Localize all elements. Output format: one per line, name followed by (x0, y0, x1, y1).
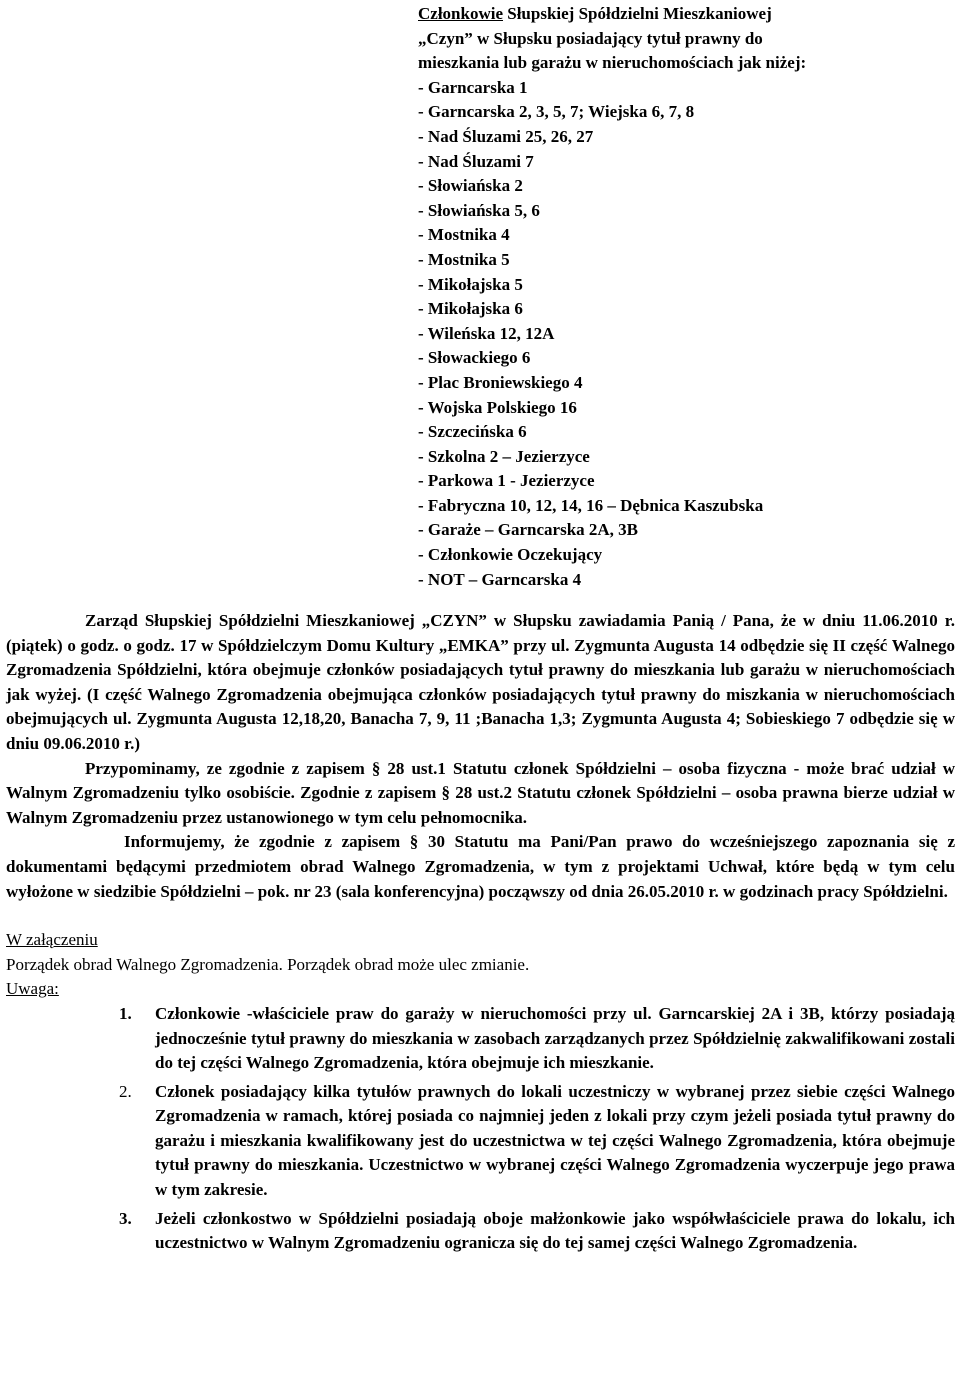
address-item: - Nad Śluzami 25, 26, 27 (418, 126, 594, 146)
address-item: - Fabryczna 10, 12, 14, 16 – Dębnica Kaszubska (418, 495, 764, 515)
address-item: - Plac Broniewskiego 4 (418, 372, 583, 392)
heading-first-word: Członkowie (418, 4, 503, 23)
remark-item (6, 1002, 955, 1076)
address-item: - Słowackiego 6 (418, 348, 531, 368)
heading-line-1: Członkowie Słupskiej Spółdzielni Mieszkaniowej (418, 4, 772, 23)
notice-paragraph-1: Zarząd Słupskiej Spółdzielni Mieszkaniowej „CZYN” w Słupsku zawiadamia Panią / Pana, że w dniu 11.06.2010 r. (piątek) o godz. o godz. 17 w Spółdzielczym Domu Kultury „EMKA” przy ul. Zygmunta Augusta 14 odbędzie się II część Walnego Zgromadzenia Spółdzielni, która obejmuje członków posiadających tytuł prawny do mieszkania lub garażu w nieruchomościach jak wyżej. (I część Walnego Zgromadzenia obejmująca członków posiadających tytuł prawny do miszkania w nieruchomościach obejmujących ul. Zygmunta Augusta 12,18,20, Banacha 7, 9, 11 ;Banacha 1,3; Zygmunta Augusta 4; Sobieskiego 7 odbędzie się w dniu 09.06.2010 r.) (6, 611, 955, 753)
spacer (6, 904, 955, 928)
address-item: - Garncarska 2, 3, 5, 7; Wiejska 6, 7, 8 (418, 102, 695, 122)
remarks-label: Uwaga: (6, 979, 59, 999)
address-item: - Parkowa 1 - Jezierzyce (418, 471, 595, 491)
remarks-list (6, 1002, 955, 1256)
notice-body (6, 609, 955, 1256)
address-item: - Nad Śluzami 7 (418, 151, 534, 171)
remark-item (6, 1207, 955, 1256)
remark-item (6, 1080, 955, 1203)
heading-block (418, 2, 918, 592)
address-item: - Wileńska 12, 12A (418, 323, 555, 343)
address-item: - Mostnika 4 (418, 225, 510, 245)
attachment-text: Porządek obrad Walnego Zgromadzenia. Porządek obrad może ulec zmianie. (6, 954, 530, 974)
notice-paragraph-3: Informujemy, że zgodnie z zapisem § 30 Statutu ma Pani/Pan prawo do wcześniejszego zapoznania się z dokumentami będącymi przedmiotem obrad Walnego Zgromadzenia, w tym z projektami Uchwał, które będą w tym celu wyłożone w siedzibie Spółdzielni – pok. nr 23 (sala konferencyjna) począwszy od dnia 26.05.2010 r. w godzinach pracy Spółdzielni. (6, 832, 955, 901)
remark-text: Członkowie -właściciele praw do garaży w nieruchomości przy ul. Garncarskiej 2A i 3B, którzy posiadają jednocześnie tytuł prawny do mieszkania w zasobach zarządzanych przez Spółdzielnię zakwalifikowani zostali do tej części Walnego Zgromadzenia, która obejmuje ich mieszkanie. (155, 1003, 955, 1073)
address-item: - Szkolna 2 – Jezierzyce (418, 446, 590, 466)
heading-line-3: mieszkania lub garażu w nieruchomościach jak niżej: (418, 53, 807, 73)
address-item: - Szczecińska 6 (418, 422, 527, 442)
address-item: - Mostnika 5 (418, 249, 510, 269)
address-item: - Członkowie Oczekujący (418, 545, 603, 565)
remark-number: 2. (119, 1081, 132, 1101)
remark-text: Jeżeli członkostwo w Spółdzielni posiadają oboje małżonkowie jako współwłaściciele prawa do lokalu, ich uczestnictwo w Walnym Zgromadzeniu ogranicza się do tej samej części Walnego Zgromadzenia. (155, 1208, 955, 1253)
address-item: - Wojska Polskiego 16 (418, 397, 577, 417)
heading-line-2: „Czyn” w Słupsku posiadający tytuł prawny do (418, 28, 763, 48)
address-item: - Garncarska 1 (418, 77, 528, 97)
address-item: - Mikołajska 5 (418, 274, 523, 294)
notice-paragraph-2: Przypominamy, ze zgodnie z zapisem § 28 ust.1 Statutu członek Spółdzielni – osoba fizyczna - może brać udział w Walnym Zgromadzeniu tylko osobiście. Zgodnie z zapisem § 28 ust.2 Statutu członek Spółdzielni – osoba prawna bierze udział w Walnym Zgromadzeniu przez ustanowionego w tym celu pełnomocnika. (6, 758, 955, 827)
address-item: - Słowiańska 5, 6 (418, 200, 540, 220)
remark-text: Członek posiadający kilka tytułów prawnych do lokali uczestniczy w wybranej przez siebie części Walnego Zgromadzenia w ramach, której posiada co najmniej jeden z lokali przy czym jeżeli posiada tytuł prawny do garażu i mieszkania kwalifikowany jest do uczestnictwa w tej części Walnego Zgromadzenia, która obejmuje tytuł prawny do mieszkania. Uczestnictwo w wybranej części Walnego Zgromadzenia wyczerpuje jego prawa w tym zakresie. (155, 1081, 955, 1200)
remark-number: 1. (119, 1003, 132, 1023)
address-item: - NOT – Garncarska 4 (418, 569, 582, 589)
address-item: - Garaże – Garncarska 2A, 3B (418, 520, 639, 540)
address-item: - Słowiańska 2 (418, 176, 523, 196)
address-item: - Mikołajska 6 (418, 299, 523, 319)
remark-number: 3. (119, 1208, 132, 1228)
attachment-label: W załączeniu (6, 930, 98, 950)
